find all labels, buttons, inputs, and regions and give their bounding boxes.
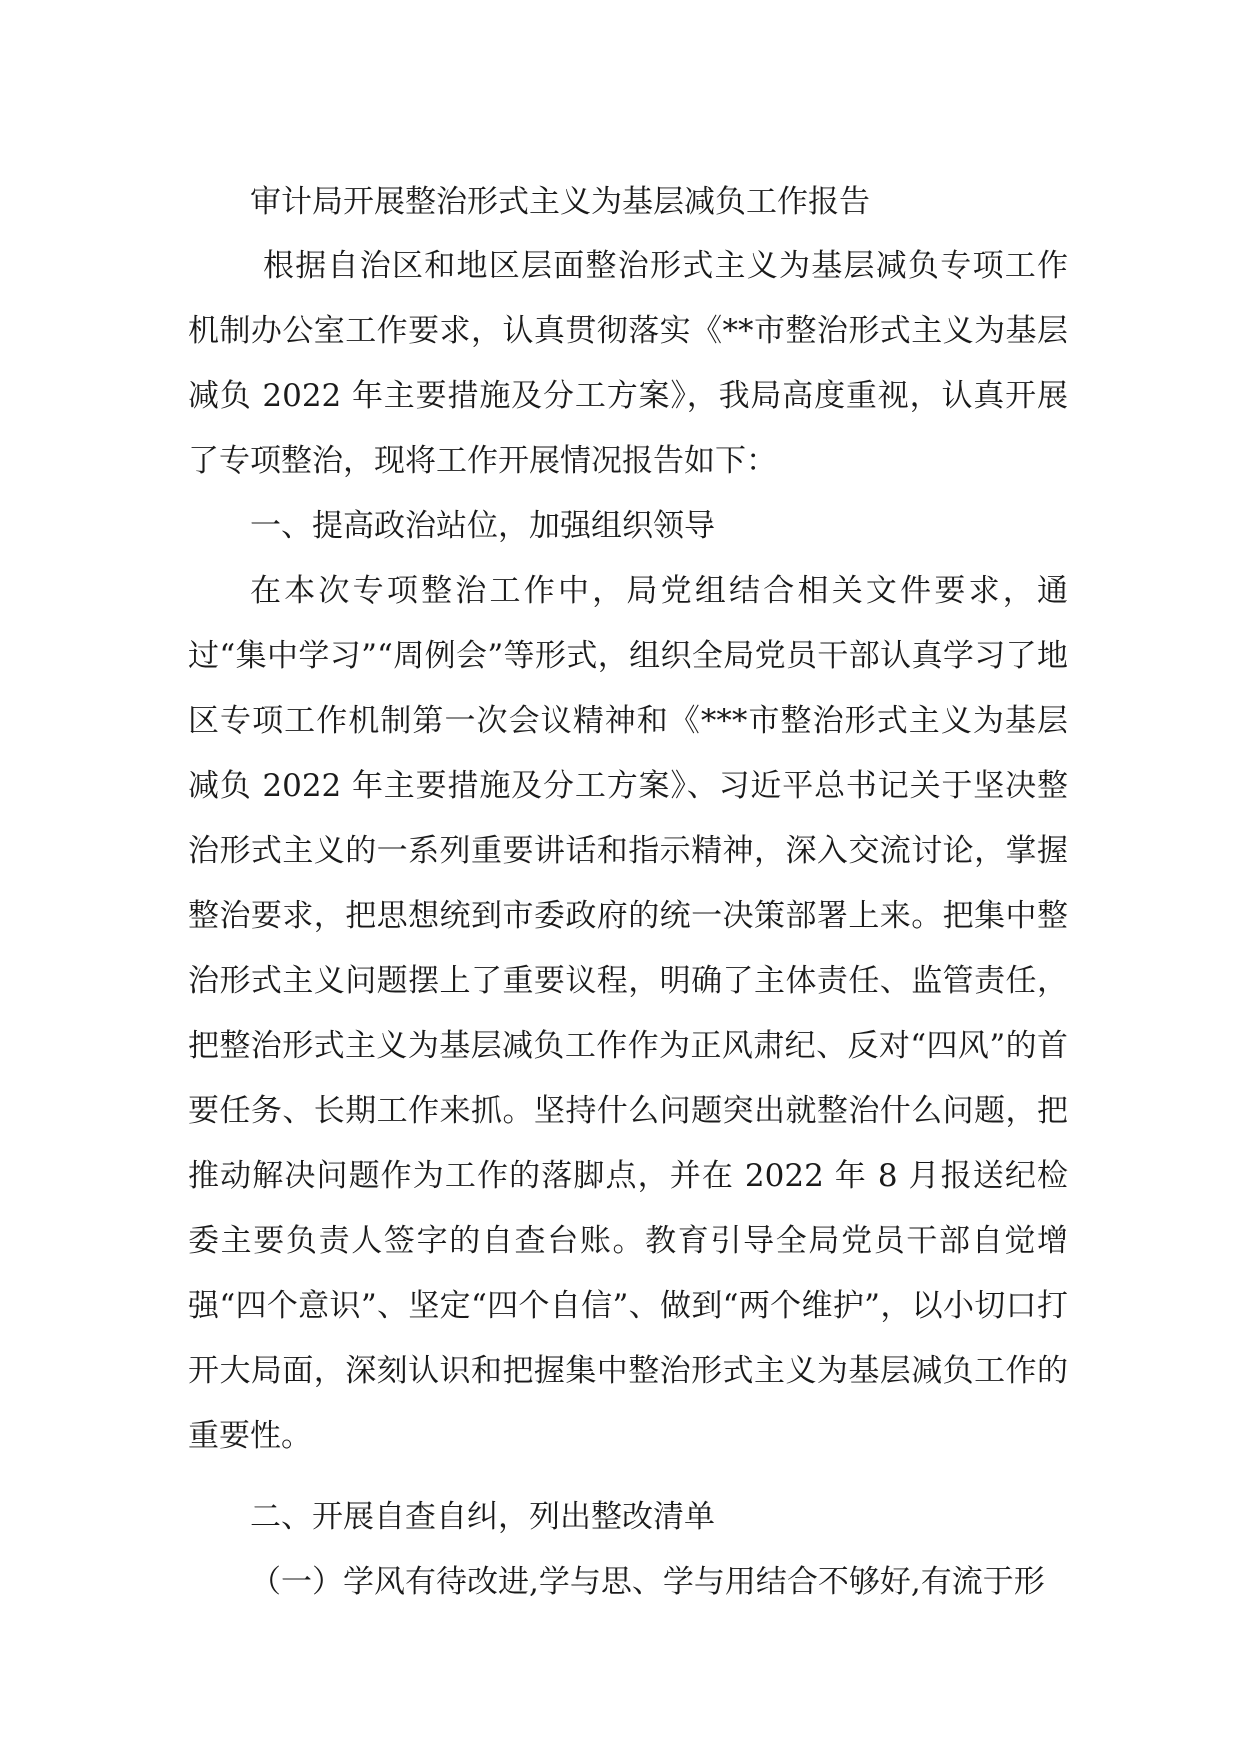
section-1-paragraph: 在本次专项整治工作中，局党组结合相关文件要求，通过“集中学习”“周例会”等形式，组织全局党员干部认真学习了地区专项工作机制第一次会议精神和《***市整治形式主义为基层减负 2022 年主要措施及分工方案》、习近平总书记关于坚决整治形式主义的一系列重要讲话和指示精神，深入交流讨论，掌握整治要求，把思想统到市委政府的统一决策部署上来。把集中整治形式主义问题摆上了重要议程，明确了主体责任、监管责任，把整治形式主义为基层减负工作作为正风肃纪、反对“四风”的首要任务、长期工作来抓。坚持什么问题突出就整治什么问题，把推动解决问题作为工作的落脚点，并在 2022 年 8 月报送纪检委主要负责人签字的自查台账。教育引导全局党员干部自觉增强“四个意识”、坚定“四个自信”、做到“两个维护”，以小切口打开大局面，深刻认识和把握集中整治形式主义为基层减负工作的重要性。 <box>188 573 1068 1454</box>
intro-paragraph: 根据自治区和地区层面整治形式主义为基层减负专项工作机制办公室工作要求，认真贯彻落实《**市整治形式主义为基层减负 2022 年主要措施及分工方案》，我局高度重视，认真开展了专项整治，现将工作开展情况报告如下： <box>188 248 1068 479</box>
section-2-item-1: （一）学风有待改进,学与思、学与用结合不够好,有流于形 <box>250 1564 1045 1600</box>
section-1-heading: 一、提高政治站位，加强组织领导 <box>250 508 715 544</box>
section-spacer <box>188 1469 1068 1485</box>
section-2-heading: 二、开展自查自纠，列出整改清单 <box>250 1499 715 1535</box>
document-body <box>188 170 1068 1615</box>
document-title: 审计局开展整治形式主义为基层减负工作报告 <box>250 184 870 220</box>
